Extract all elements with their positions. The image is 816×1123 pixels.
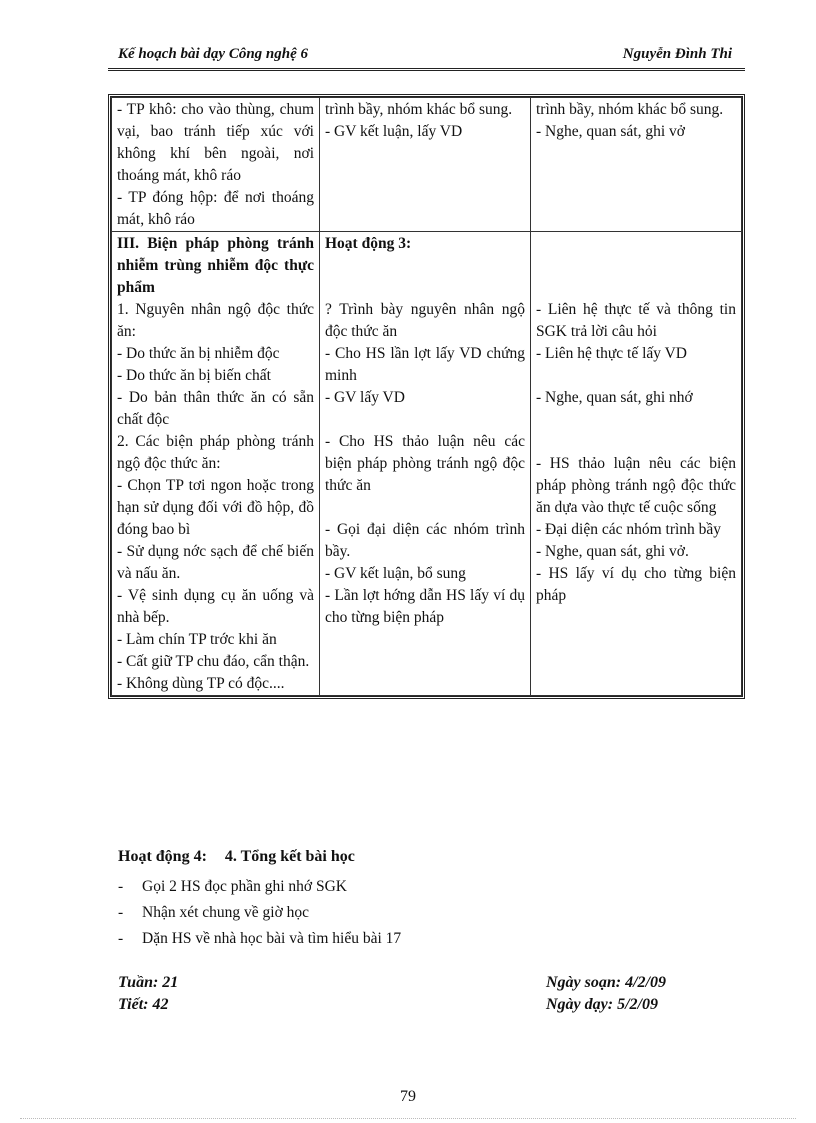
- header-left: Kế hoạch bài dạy Công nghệ 6: [118, 46, 309, 62]
- cell-line: - Liên hệ thực tế lấy VD: [535, 345, 687, 362]
- cell-line: - GV kết luận, lấy VD: [325, 123, 463, 140]
- cell-line: - GV kết luận, bổ sung: [325, 565, 466, 582]
- period-label: Tiết: 42: [118, 996, 169, 1013]
- cell-line: - Không dùng TP có độc....: [117, 675, 285, 692]
- cell-line: - TP khô: cho vào thùng, chum vại, bao tránh tiếp xúc với không khí bên ngoài, nơi thoáng mát, khô ráo: [117, 101, 314, 184]
- cell-line: - Do thức ăn bị nhiễm độc: [117, 345, 280, 362]
- cell-line: - Vệ sinh dụng cụ ăn uống và nhà bếp.: [117, 587, 314, 626]
- cell-line: - Cho HS lần lợt lấy VD chứng minh: [325, 345, 525, 384]
- summary-heading: [118, 848, 373, 866]
- table-cell: [112, 232, 320, 696]
- week-label: Tuần: 21: [118, 974, 179, 991]
- cell-line: - Nghe, quan sát, ghi vở: [535, 123, 685, 140]
- cell-line: - Liên hệ thực tế và thông tin SGK trả lời câu hỏi: [535, 301, 736, 340]
- prepared-date: Ngày soạn: 4/2/09: [546, 974, 666, 991]
- section-heading: III. Biện pháp phòng tránh nhiễm trùng nhiễm độc thực phẩm: [117, 235, 314, 296]
- cell-line: - Nghe, quan sát, ghi nhớ: [535, 389, 693, 406]
- cell-line: trình bầy, nhóm khác bổ sung.: [325, 101, 513, 118]
- table-cell: [530, 98, 741, 232]
- table-cell: [320, 232, 531, 696]
- cell-line: - Do bản thân thức ăn có sẵn chất độc: [117, 389, 314, 428]
- list-item: - Gọi 2 HS đọc phần ghi nhớ SGK: [118, 878, 347, 895]
- cell-line: - Đại diện các nhóm trình bầy: [535, 521, 722, 538]
- cell-line: - Lần lợt hớng dẫn HS lấy ví dụ cho từng biện pháp: [325, 587, 525, 626]
- summary-title: 4. Tổng kết bài học: [224, 848, 355, 865]
- page-number: 79: [400, 1088, 416, 1105]
- lesson-table: [108, 94, 745, 699]
- list-item: - Dặn HS về nhà học bài và tìm hiểu bài 17: [118, 930, 402, 947]
- cell-line: - Nghe, quan sát, ghi vở.: [535, 543, 689, 560]
- table-cell: [112, 98, 320, 232]
- cell-line: ? Trình bày nguyên nhân ngộ độc thức ăn: [325, 301, 525, 340]
- list-item: - Nhận xét chung về giờ học: [118, 904, 310, 921]
- cell-line: - GV lấy VD: [325, 389, 405, 406]
- cell-line: - Gọi đại diện các nhóm trình bầy.: [325, 521, 525, 560]
- cell-line: - Chọn TP tơi ngon hoặc trong hạn sử dụng đối với đồ hộp, đồ đóng bao bì: [117, 477, 314, 538]
- header-right: Nguyễn Đình Thi: [622, 46, 732, 62]
- cell-line: - HS lấy ví dụ cho từng biện pháp: [535, 565, 736, 604]
- footer-divider: [20, 1118, 796, 1119]
- activity-heading: Hoạt động 3:: [325, 235, 412, 252]
- cell-line: - Cất giữ TP chu đáo, cẩn thận.: [117, 653, 310, 670]
- table-row: [112, 232, 742, 696]
- cell-line: - Cho HS thảo luận nêu các biện pháp phòng tránh ngộ độc thức ăn: [325, 433, 525, 494]
- header-divider: [108, 68, 745, 71]
- table-row: [112, 98, 742, 232]
- table-cell: [530, 232, 741, 696]
- cell-line: trình bầy, nhóm khác bổ sung.: [535, 101, 724, 118]
- cell-line: - HS thảo luận nêu các biện pháp phòng tránh ngộ độc thức ăn dựa vào thực tế cuộc sống: [535, 455, 736, 516]
- teaching-date: Ngày dạy: 5/2/09: [546, 996, 658, 1013]
- cell-line: 1. Nguyên nhân ngộ độc thức ăn:: [117, 301, 314, 340]
- activity-label: Hoạt động 4:: [118, 848, 207, 865]
- cell-line: - Làm chín TP trớc khi ăn: [117, 631, 277, 648]
- cell-line: - Do thức ăn bị biến chất: [117, 367, 271, 384]
- cell-line: 2. Các biện pháp phòng tránh ngộ độc thức ăn:: [117, 433, 314, 472]
- table-cell: [320, 98, 531, 232]
- cell-line: - TP đóng hộp: để nơi thoáng mát, khô ráo: [117, 189, 314, 228]
- cell-line: - Sử dụng nớc sạch để chế biến và nấu ăn.: [117, 543, 314, 582]
